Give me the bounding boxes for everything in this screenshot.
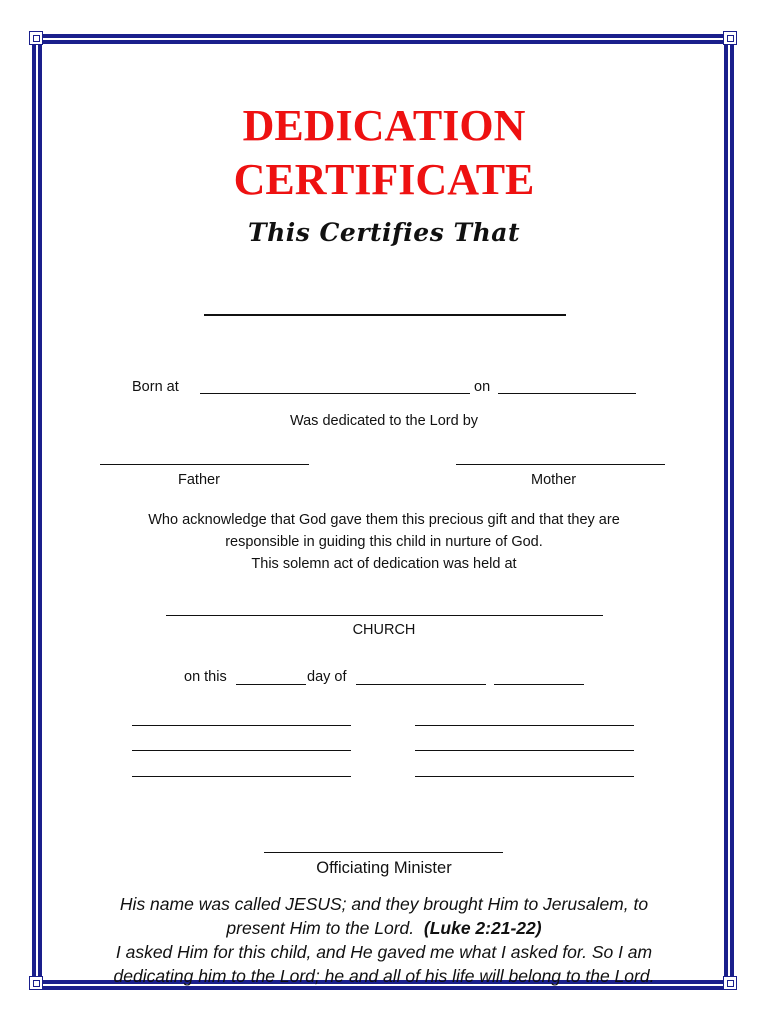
corner-ornament-bottom-left	[29, 976, 43, 990]
witness-line-left-2	[132, 750, 351, 751]
title-line-2: CERTIFICATE	[233, 155, 535, 204]
minister-label: Officiating Minister	[316, 859, 452, 877]
witness-line-left-1	[132, 725, 351, 726]
certificate-body	[48, 48, 720, 986]
month-line	[356, 684, 486, 685]
witness-line-right-3	[415, 776, 634, 777]
acknowledgement-line-2: responsible in guiding this child in nurture of God.	[225, 534, 543, 550]
subtitle: This Certifies That	[247, 218, 521, 247]
church-label: CHURCH	[352, 622, 416, 638]
day-of-label: day of	[307, 669, 347, 685]
verse-line-1: His name was called JESUS; and they brought Him to Jerusalem, to	[119, 894, 649, 914]
verse-line-4: dedicating him to the Lord; he and all of his life will belong to the Lord.	[113, 966, 655, 986]
corner-ornament-top-right	[723, 31, 737, 45]
father-label: Father	[178, 472, 220, 488]
verse-line-2	[48, 916, 720, 940]
on-label: on	[474, 379, 491, 395]
mother-name-line	[456, 464, 665, 465]
witness-line-right-2	[415, 750, 634, 751]
acknowledgement-line-3: This solemn act of dedication was held at	[251, 556, 517, 572]
witness-line-left-3	[132, 776, 351, 777]
dedicated-statement: Was dedicated to the Lord by	[289, 413, 479, 429]
church-name-line	[166, 615, 603, 616]
year-line	[494, 684, 584, 685]
corner-ornament-bottom-right	[723, 976, 737, 990]
on-this-label: on this	[184, 669, 227, 685]
born-at-label: Born at	[132, 379, 179, 395]
verse-line-2-text: present Him to the Lord.	[226, 918, 415, 938]
verse-reference: (Luke 2:21-22)	[423, 918, 542, 938]
title-line-1: DEDICATION	[242, 101, 526, 150]
birth-date-line	[498, 393, 636, 394]
acknowledgement-line-1: Who acknowledge that God gave them this precious gift and that they are	[148, 512, 620, 528]
mother-label: Mother	[531, 472, 577, 488]
witness-line-right-1	[415, 725, 634, 726]
day-line	[236, 684, 306, 685]
father-name-line	[100, 464, 309, 465]
birthplace-line	[200, 393, 470, 394]
child-name-line	[204, 314, 566, 316]
verse-line-3: I asked Him for this child, and He gaved me what I asked for. So I am	[115, 942, 653, 962]
minister-signature-line	[264, 852, 503, 853]
corner-ornament-top-left	[29, 31, 43, 45]
